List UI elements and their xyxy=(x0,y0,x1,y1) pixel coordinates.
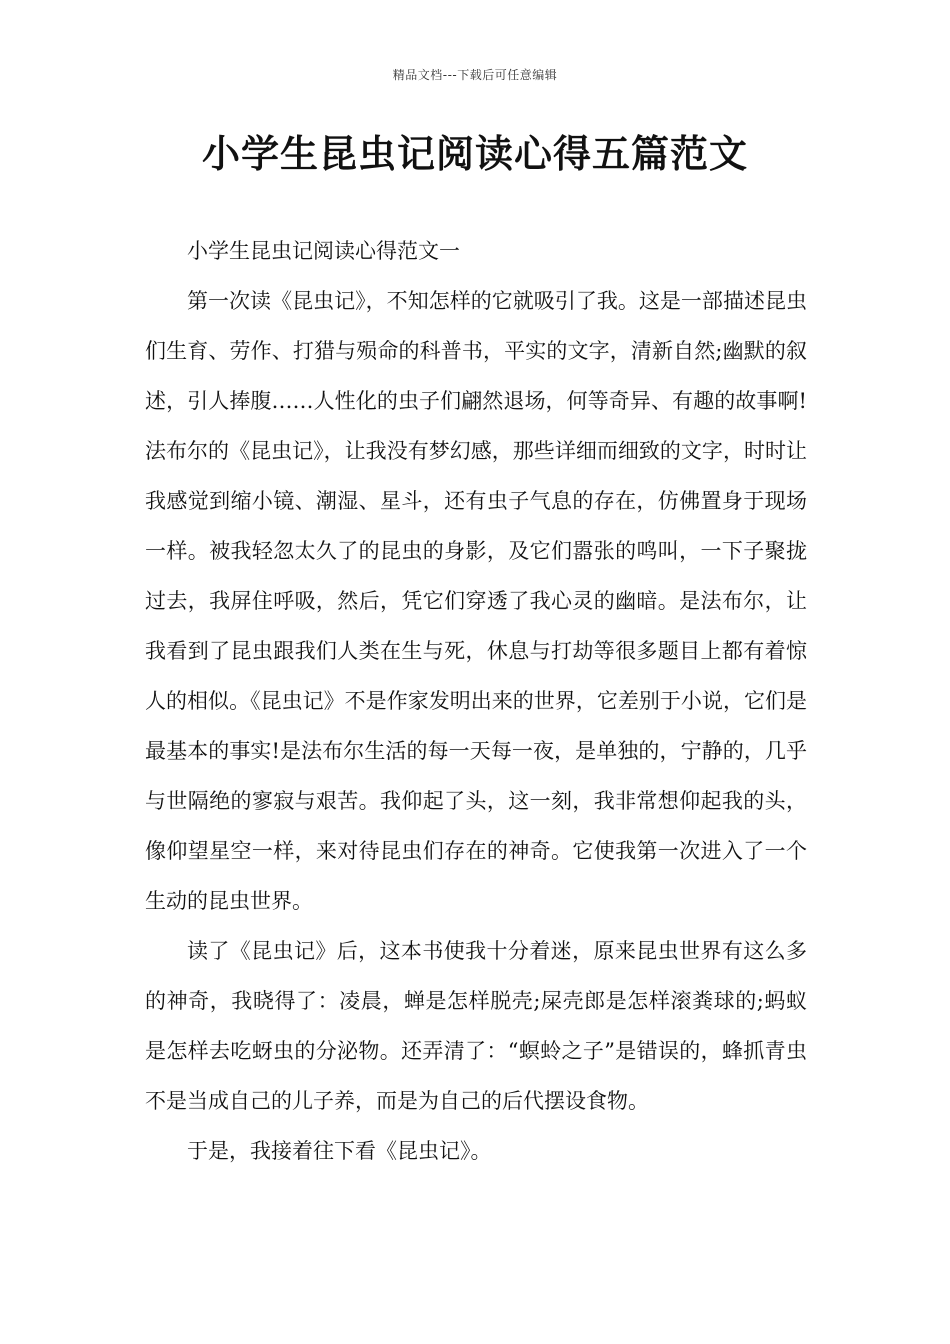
document-title: 小学生昆虫记阅读心得五篇范文 xyxy=(201,132,748,176)
body-paragraph: 于是，我接着往下看《昆虫记》。 xyxy=(187,1139,492,1163)
document-body xyxy=(145,226,807,1176)
body-paragraph: 第一次读《昆虫记》，不知怎样的它就吸引了我。这是一部描述昆虫们生育、劳作、打猎与殒命的科普书，平实的文字，清新自然;幽默的叙述，引人捧腹……人性化的虫子们翩然退场，何等奇异、有趣的故事啊!法布尔的《昆虫记》，让我没有梦幻感，那些详细而细致的文字，时时让我感觉到缩小镜、潮湿、星斗，还有虫子气息的存在，仿佛置身于现场一样。被我轻忽太久了的昆虫的身影，及它们嚣张的鸣叫，一下子聚拢过去，我屏住呼吸，然后，凭它们穿透了我心灵的幽暗。是法布尔，让我看到了昆虫跟我们人类在生与死，休息与打劫等很多题目上都有着惊人的相似。《昆虫记》不是作家发明出来的世界，它差别于小说，它们是最基本的事实!是法布尔生活的每一天每一夜，是单独的，宁静的，几乎与世隔绝的寥寂与艰苦。我仰起了头，这一刻，我非常想仰起我的头，像仰望星空一样，来对待昆虫们存在的神奇。它使我第一次进入了一个生动的昆虫世界。 xyxy=(145,289,807,913)
body-paragraph: 读了《昆虫记》后，这本书使我十分着迷，原来昆虫世界有这么多的神奇，我晓得了：凌晨，蝉是怎样脱壳;屎壳郎是怎样滚粪球的;蚂蚁是怎样去吃蚜虫的分泌物。还弄清了：“螟蛉之子”是错误的，蜂抓青虫不是当成自己的儿子养，而是为自己的后代摆设食物。 xyxy=(145,939,807,1113)
header-note: 精品文档---下载后可任意编辑 xyxy=(392,68,558,82)
section-heading: 小学生昆虫记阅读心得范文一 xyxy=(187,239,460,263)
